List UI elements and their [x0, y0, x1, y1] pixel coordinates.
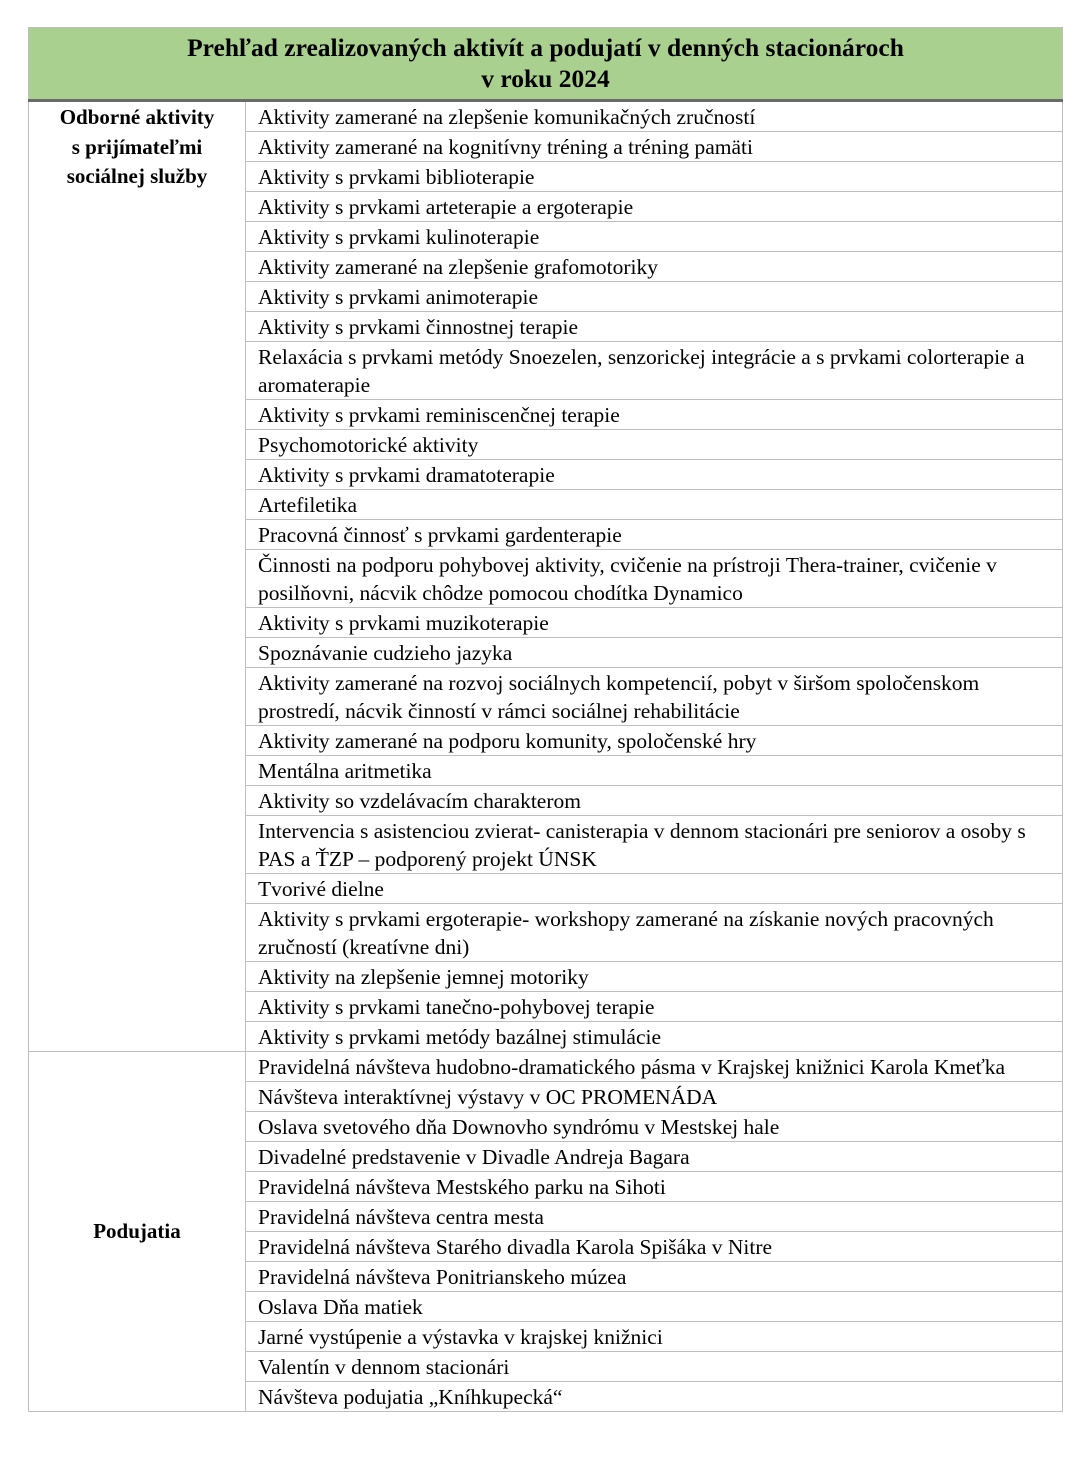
- category-cell-podujatia: [29, 1052, 246, 1412]
- activity-item: Aktivity s prvkami ergoterapie- workshopy zamerané na získanie nových pracovných zručností (kreatívne dni): [246, 904, 1063, 962]
- activity-item: Intervencia s asistenciou zvierat- canisterapia v dennom stacionári pre seniorov a osoby s PAS a ŤZP – podporený projekt ÚNSK: [246, 816, 1063, 874]
- activity-item: Pracovná činnosť s prvkami gardenterapie: [246, 520, 1063, 550]
- table-title-line2: v roku 2024: [481, 64, 610, 93]
- category-cell-odborne-aktivity: [29, 101, 246, 1052]
- title-row: [29, 28, 1063, 101]
- event-item: Valentín v dennom stacionári: [246, 1352, 1063, 1382]
- activity-item: Aktivity zamerané na podporu komunity, spoločenské hry: [246, 726, 1063, 756]
- activity-item: Tvorivé dielne: [246, 874, 1063, 904]
- event-item: Pravidelná návšteva hudobno-dramatického pásma v Krajskej knižnici Karola Kmeťka: [246, 1052, 1063, 1082]
- activity-item: Aktivity zamerané na zlepšenie grafomotoriky: [246, 252, 1063, 282]
- activity-item: Aktivity s prvkami činnostnej terapie: [246, 312, 1063, 342]
- activity-item: Aktivity s prvkami tanečno-pohybovej terapie: [246, 992, 1063, 1022]
- activity-item: Spoznávanie cudzieho jazyka: [246, 638, 1063, 668]
- event-item: Návšteva interaktívnej výstavy v OC PROMENÁDA: [246, 1082, 1063, 1112]
- event-item: Pravidelná návšteva Ponitrianskeho múzea: [246, 1262, 1063, 1292]
- category-label: Odborné aktivity s prijímateľmi sociálnej služby: [59, 105, 215, 188]
- activities-table: [28, 27, 1063, 1412]
- activity-item: Aktivity s prvkami dramatoterapie: [246, 460, 1063, 490]
- event-item: Jarné vystúpenie a výstavka v krajskej knižnici: [246, 1322, 1063, 1352]
- activity-item: Aktivity s prvkami reminiscenčnej terapie: [246, 400, 1063, 430]
- activity-item: Aktivity zamerané na rozvoj sociálnych kompetencií, pobyt v širšom spoločenskom prostredí, nácvik činností v rámci sociálnej rehabilitácie: [246, 668, 1063, 726]
- activity-item: Činnosti na podporu pohybovej aktivity, cvičenie na prístroji Thera-trainer, cvičenie v posilňovni, nácvik chôdze pomocou chodítka Dynamico: [246, 550, 1063, 608]
- activity-item: Aktivity so vzdelávacím charakterom: [246, 786, 1063, 816]
- activity-item: Aktivity s prvkami biblioterapie: [246, 162, 1063, 192]
- activity-item: Aktivity zamerané na kognitívny tréning a tréning pamäti: [246, 132, 1063, 162]
- table-row: [29, 1052, 1063, 1082]
- activity-item: Relaxácia s prvkami metódy Snoezelen, senzorickej integrácie a s prvkami colorterapie a aromaterapie: [246, 342, 1063, 400]
- activity-item: Mentálna aritmetika: [246, 756, 1063, 786]
- activity-item: Aktivity zamerané na zlepšenie komunikačných zručností: [246, 101, 1063, 132]
- activity-item: Psychomotorické aktivity: [246, 430, 1063, 460]
- activity-item: Aktivity s prvkami arteterapie a ergoterapie: [246, 192, 1063, 222]
- event-item: Pravidelná návšteva Mestského parku na Sihoti: [246, 1172, 1063, 1202]
- activity-item: Aktivity s prvkami kulinoterapie: [246, 222, 1063, 252]
- event-item: Divadelné predstavenie v Divadle Andreja Bagara: [246, 1142, 1063, 1172]
- table-title: [29, 28, 1063, 101]
- table-body: [29, 101, 1063, 1412]
- category-label: Podujatia: [93, 1218, 181, 1243]
- event-item: Pravidelná návšteva centra mesta: [246, 1202, 1063, 1232]
- activity-item: Artefiletika: [246, 490, 1063, 520]
- event-item: Oslava svetového dňa Downovho syndrómu v Mestskej hale: [246, 1112, 1063, 1142]
- event-item: Pravidelná návšteva Starého divadla Karola Spišáka v Nitre: [246, 1232, 1063, 1262]
- activity-item: Aktivity s prvkami metódy bazálnej stimulácie: [246, 1022, 1063, 1052]
- activities-table-container: [28, 27, 1062, 1412]
- event-item: Návšteva podujatia „Kníhkupecká“: [246, 1382, 1063, 1412]
- event-item: Oslava Dňa matiek: [246, 1292, 1063, 1322]
- activity-item: Aktivity s prvkami animoterapie: [246, 282, 1063, 312]
- activity-item: Aktivity na zlepšenie jemnej motoriky: [246, 962, 1063, 992]
- table-title-line1: Prehľad zrealizovaných aktivít a podujatí v denných stacionároch: [187, 33, 904, 62]
- activity-item: Aktivity s prvkami muzikoterapie: [246, 608, 1063, 638]
- table-row: [29, 101, 1063, 132]
